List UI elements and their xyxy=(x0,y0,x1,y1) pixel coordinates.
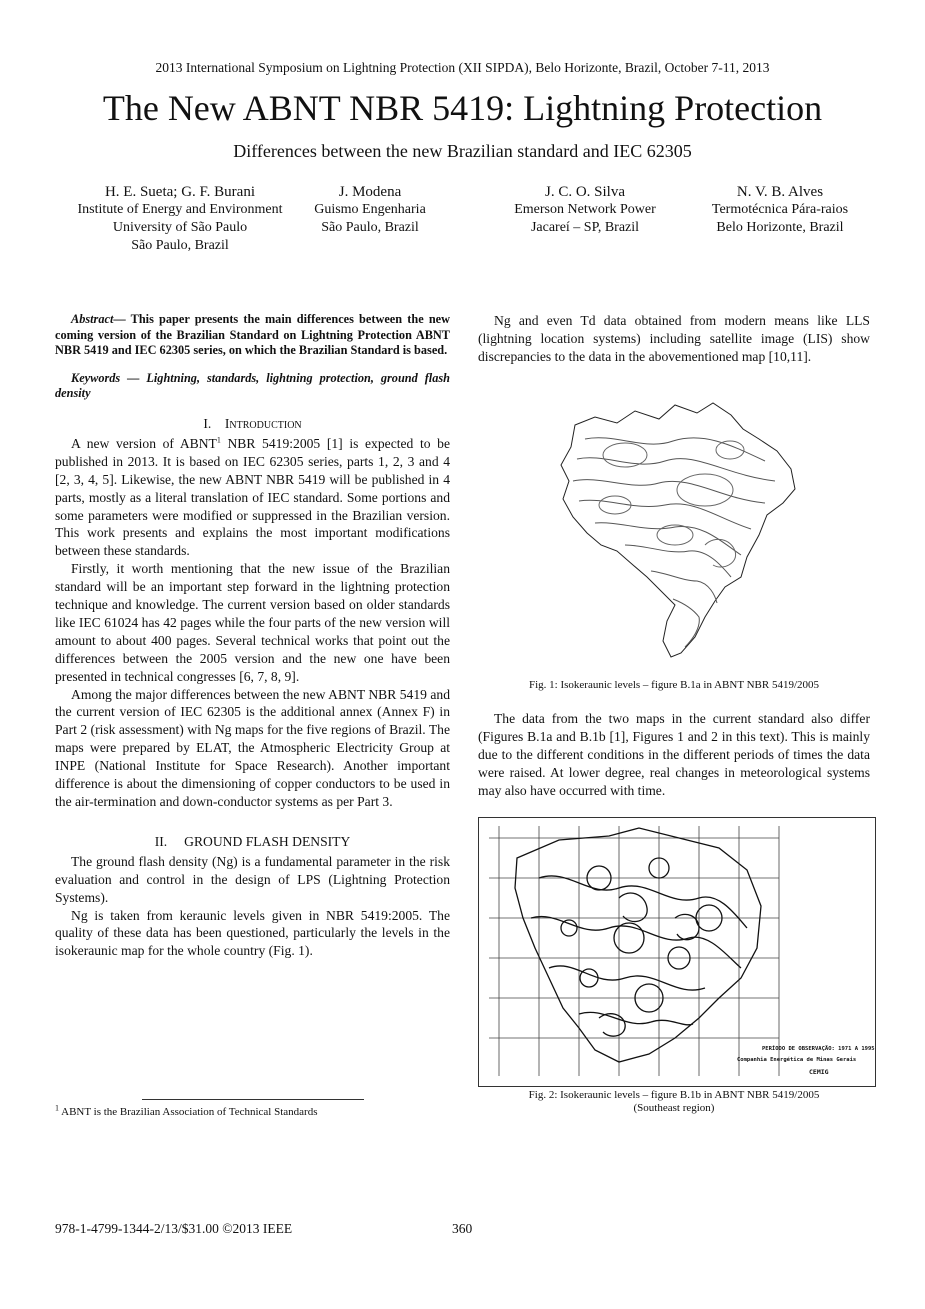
author-affiliation: Emerson Network Power xyxy=(514,202,656,217)
right-column-top xyxy=(478,312,870,366)
figure-1-caption: Fig. 1: Isokeraunic levels – figure B.1a in ABNT NBR 5419/2005 xyxy=(528,679,820,691)
author-affiliation: Belo Horizonte, Brazil xyxy=(716,220,844,235)
author-names: J. Modena xyxy=(338,184,402,200)
author-affiliation: University of São Paulo xyxy=(112,220,248,235)
section-title: GROUND FLASH DENSITY xyxy=(184,833,351,849)
right-paragraph-1: Ng and even Td data obtained from modern means like LLS (lightning location systems) including satellite image (LIS) show discrepancies to the data in the abovementioned map [10,11]. xyxy=(478,313,870,364)
author-affiliation: Termotécnica Pára-raios xyxy=(711,202,849,217)
section-title: Introduction xyxy=(224,415,302,431)
copyright-line: 978-1-4799-1344-2/13/$31.00 ©2013 IEEE xyxy=(55,1221,293,1236)
figure-2-caption xyxy=(478,1089,870,1115)
author-block-1 xyxy=(55,183,305,255)
figure-2-frame xyxy=(478,817,876,1087)
region-outline xyxy=(515,828,761,1062)
observation-period: PERÍODO DE OBSERVAÇÃO: 1971 A 1995 xyxy=(762,1046,875,1052)
footnote-rule xyxy=(142,1099,364,1100)
abstract-label: Abstract xyxy=(71,312,114,326)
author-names: N. V. B. Alves xyxy=(736,184,824,200)
conference-header: 2013 International Symposium on Lightning Protection (XII SIPDA), Belo Horizonte, Brazil, October 7-11, 2013 xyxy=(155,60,770,75)
gfd-paragraph-2: Ng is taken from keraunic levels given in NBR 5419:2005. The quality of these data has been questioned, particularly the levels in the isokeraunic map for the whole country (Fig. 1). xyxy=(55,907,450,959)
author-names: H. E. Sueta; G. F. Burani xyxy=(104,184,256,200)
gfd-paragraph-1: The ground flash density (Ng) is a fundamental parameter in the risk evaluation and control in the design of LPS (Lightning Protection Systems). xyxy=(55,853,450,905)
brazil-outline xyxy=(561,403,795,657)
page-number: 360 xyxy=(452,1221,473,1236)
figure-2-southeast-map xyxy=(479,818,875,1086)
author-affiliation: São Paulo, Brazil xyxy=(131,238,229,253)
publisher-logo: CEMIG xyxy=(809,1068,829,1076)
abstract-text: — This paper presents the main differences between the new coming version of the Brazilian Standard on Lightning Protection ABNT NBR 5419 and IEC 62305 series, on which the Brazilian Standard is based. xyxy=(55,312,450,358)
keywords-label: Keywords xyxy=(71,370,121,385)
footnote-text: ABNT is the Brazilian Association of Technical Standards xyxy=(59,1106,318,1118)
section-heading-ground-flash-density xyxy=(55,833,450,851)
author-affiliation: Institute of Energy and Environment xyxy=(77,202,283,217)
section-heading-introduction xyxy=(55,415,450,433)
intro-paragraph-3: Among the major differences between the new ABNT NBR 5419 and the current version of IEC 62305 is the additional annex (Annex F) in Part 2 (risk assessment) with Ng maps for the five regions of Brazil. The maps were prepared by ELAT, the Atmospheric Electricity Group at INPE (National Institute for Space Research). Another important difference is about the dimensioning of copper conductors to be used in the air-termination and down-conductor systems as per Part 3. xyxy=(55,686,450,809)
author-block-2 xyxy=(300,183,440,237)
author-affiliation: Jacareí – SP, Brazil xyxy=(530,220,640,235)
keywords-text: — Lightning, standards, lightning protection, ground flash density xyxy=(55,370,450,401)
author-block-3 xyxy=(485,183,685,237)
intro-paragraph-2: Firstly, it worth mentioning that the new issue of the Brazilian standard will be an important step forward in the lightning protection technique and knowledge. The current version based on older standards like IEC 61024 has 42 pages while the four parts of the new version will amount to about 400 pages. Several technical works that point out the differences between the 2005 version and the new one have been presented in technical congresses [6, 7, 8, 9]. xyxy=(55,561,450,684)
author-names: J. C. O. Silva xyxy=(544,184,625,200)
section-number: II. xyxy=(154,833,168,849)
abstract xyxy=(55,312,450,359)
author-affiliation: São Paulo, Brazil xyxy=(321,220,419,235)
footnote-mark: 1 xyxy=(55,1103,59,1113)
paper-title: The New ABNT NBR 5419: Lightning Protection xyxy=(102,88,823,128)
right-paragraph-2: The data from the two maps in the current standard also differ (Figures B.1a and B.1b [1], Figures 1 and 2 in this text). This is mainly due to the different conditions in the different periods of times the data were raised. At lower degree, real changes in meteorological systems may also have occurred with time. xyxy=(478,711,870,798)
author-affiliation: Guismo Engenharia xyxy=(314,202,426,217)
author-block-4 xyxy=(690,183,870,237)
figure-2-caption-line-1: Fig. 2: Isokeraunic levels – figure B.1b in ABNT NBR 5419/2005 xyxy=(528,1089,820,1101)
footnote xyxy=(55,1103,318,1118)
keywords xyxy=(55,371,450,402)
intro-paragraph-1: A new version of ABNT$^1$ NBR 5419:2005 [1] is expected to be published in 2013. It is based on IEC 62305 series, parts 1, 2, 3 and 4 [2, 3, 4, 5]. Likewise, the new ABNT NBR 5419 will be published in 4 parts, mostly as a literal translation of IEC standard. Some portions and some parameters were modified or suppressed in the Brazilian version. This work presents and explains the most important modifications between these standards. xyxy=(55,435,450,559)
left-column xyxy=(55,312,450,960)
paper-subtitle: Differences between the new Brazilian standard and IEC 62305 xyxy=(233,141,692,161)
figure-2-caption-line-2: (Southeast region) xyxy=(633,1102,715,1114)
footnote-marker: 1 xyxy=(216,435,221,445)
section-number: I. xyxy=(203,415,212,431)
figure-1-isokeraunic-map xyxy=(555,395,800,665)
right-column-middle xyxy=(478,710,870,800)
map-publisher: Companhia Energética de Minas Gerais xyxy=(737,1057,857,1063)
